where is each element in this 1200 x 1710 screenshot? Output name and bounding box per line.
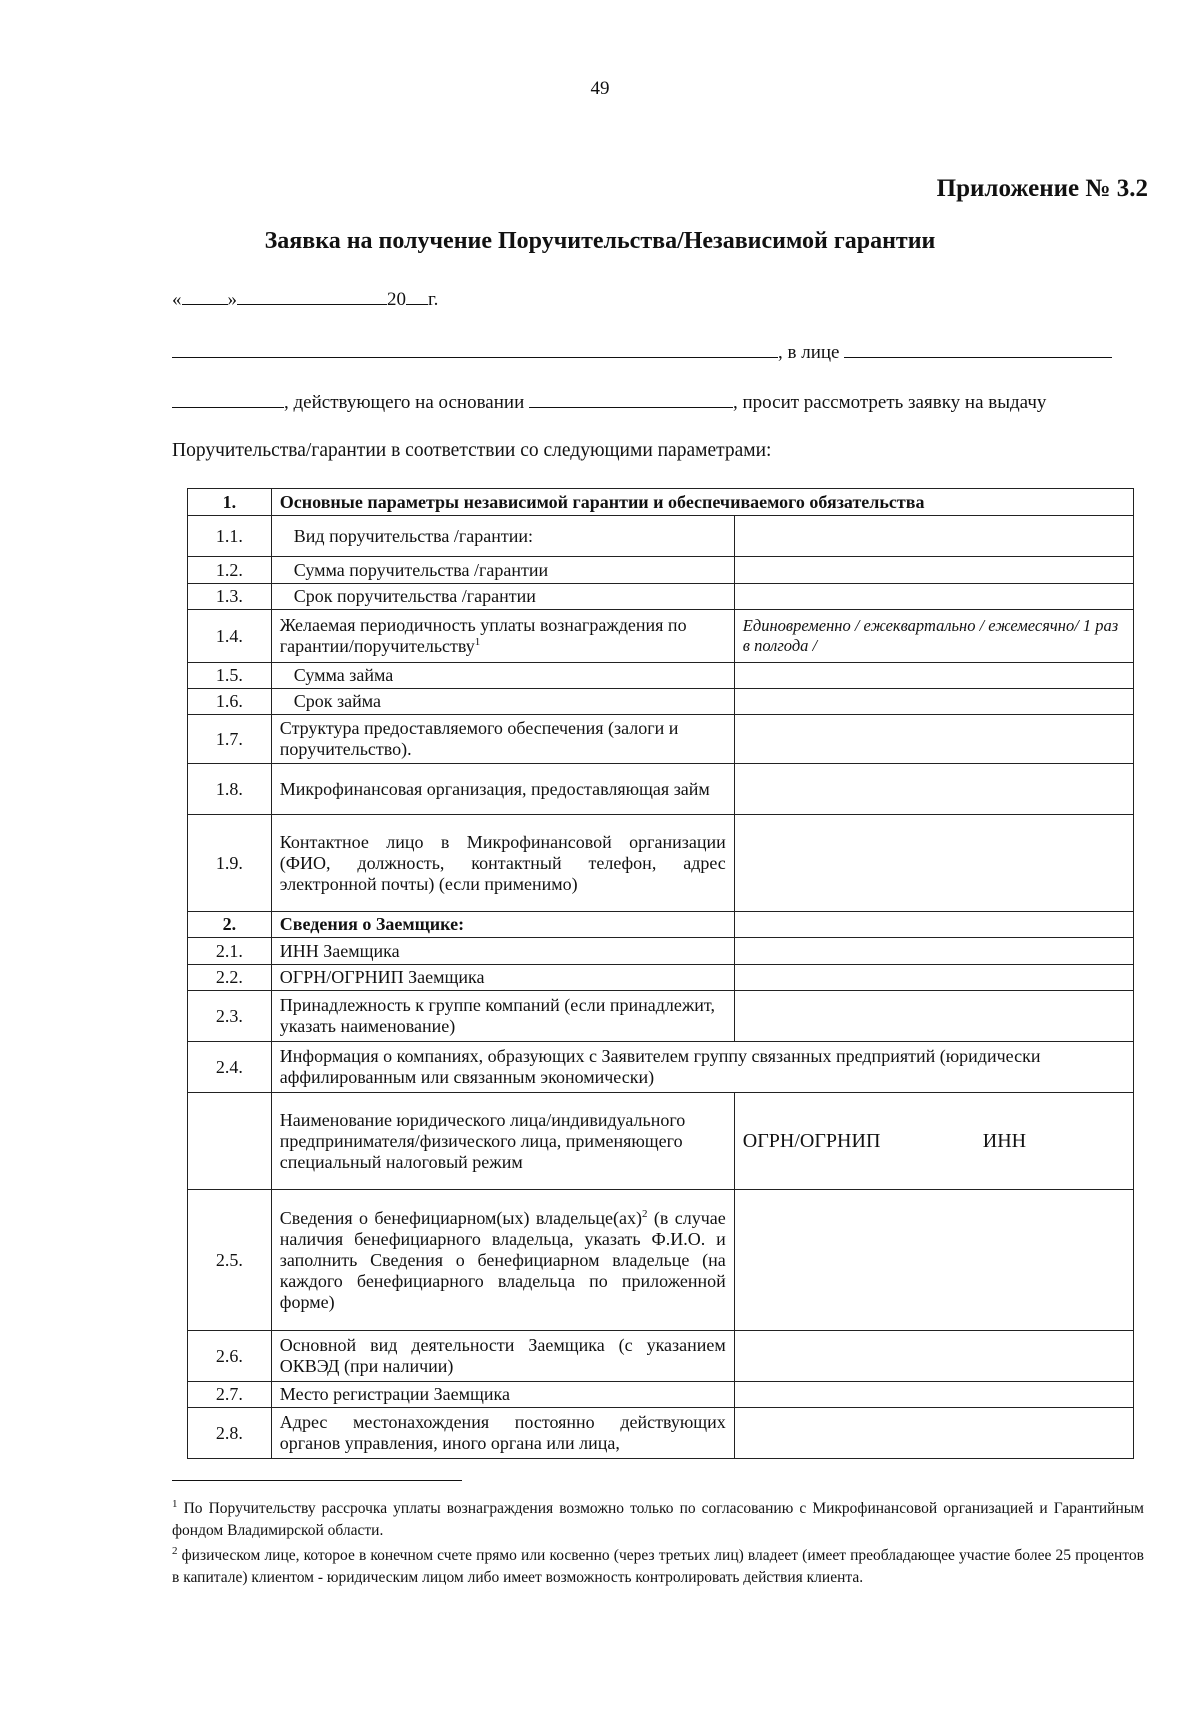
row-value[interactable] [734,1408,1133,1459]
table-row [188,584,1134,610]
row-label-tail: (в случае наличия бенефициарного владельца, указать Ф.И.О. и заполнить Сведения о бенефициарном владельце (на каждого бенефициарного владельца по приложенной форме) [279,1207,726,1312]
footnote-text: По Поручительству рассрочка уплаты вознаграждения возможно только по согласованию с Микрофинансовой организацией и Гарантийным фондом Владимирской области. [172,1500,1144,1539]
row-number: 2.3. [188,991,272,1042]
row-label: ИНН Заемщика [271,938,734,965]
year-blank[interactable] [406,286,428,305]
row-number: 1.6. [188,689,272,715]
date-open-quote: « [172,289,182,310]
row-label: Сумма поручительства /гарантии [271,557,734,584]
table-row [188,663,1134,689]
application-table [187,488,1134,1459]
year-prefix: 20 [387,289,406,310]
row-value[interactable] [734,557,1133,584]
in-person-text: , в лице [778,342,840,363]
row-number: 1.9. [188,815,272,912]
appendix-label: Приложение № 3.2 [936,175,1148,202]
row-label: Информация о компаниях, образующих с Заявителем группу связанных предприятий (юридически аффилированным или связанным экономически) [271,1042,1133,1093]
table-row-2-4 [188,1042,1134,1093]
row-label-text: Сведения о бенефициарном(ых) владельце(ах) [279,1207,643,1228]
row-label-text: Желаемая периодичность уплаты вознаграждения по гарантии/поручительству [279,615,687,656]
day-blank[interactable] [182,286,228,305]
footnote-2 [172,1545,1144,1589]
affiliate-ids-header [734,1093,1133,1190]
periodicity-options[interactable]: Единовременно / ежеквартально / ежемесячно/ 1 раз в полгода / [734,610,1133,663]
row-value[interactable] [734,715,1133,764]
affiliates-header-row [188,1093,1134,1190]
section-number: 1. [188,489,272,516]
row-label: Срок займа [271,689,734,715]
affiliate-name-header: Наименование юридического лица/индивидуального предпринимателя/физического лица, применяющего специальный налоговый режим [271,1093,734,1190]
row-number: 1.5. [188,663,272,689]
row-number: 2.6. [188,1331,272,1382]
inn-header: ИНН [982,1129,1027,1152]
row-number: 2.2. [188,965,272,991]
row-number: 1.2. [188,557,272,584]
applicant-name-blank[interactable] [172,339,778,358]
section-value [734,912,1133,938]
row-label: Контактное лицо в Микрофинансовой организации (ФИО, должность, контактный телефон, адрес электронной почты) (если применимо) [271,815,734,912]
row-label: Вид поручительства /гарантии: [271,516,734,557]
date-close-quote: » [227,289,237,310]
section-row-2 [188,912,1134,938]
year-suffix: г. [428,289,439,310]
table-row [188,965,1134,991]
row-label: Принадлежность к группе компаний (если принадлежит, указать наименование) [271,991,734,1042]
table-row [188,689,1134,715]
acting-text: , действующего на основании [284,392,525,413]
row-label: Структура предоставляемого обеспечения (залоги и поручительство). [271,715,734,764]
table-row [188,1331,1134,1382]
intro-text: Поручительства/гарантии в соответствии со следующими параметрами: [172,440,772,461]
row-label: Адрес местонахождения постоянно действующих органов управления, иного органа или лица, [271,1408,734,1459]
table-row [188,516,1134,557]
table-row [188,1408,1134,1459]
basis-line [172,389,1046,414]
row-value[interactable] [734,764,1133,815]
table-row [188,815,1134,912]
row-value[interactable] [734,689,1133,715]
row-number: 2.5. [188,1190,272,1331]
row-number: 2.4. [188,1042,272,1093]
footnote-mark: 2 [172,1544,178,1557]
table-row [188,557,1134,584]
month-blank[interactable] [237,286,387,305]
row-label: ОГРН/ОГРНИП Заемщика [271,965,734,991]
row-label [271,1190,734,1331]
representative-blank[interactable] [844,339,1112,358]
section-number: 2. [188,912,272,938]
row-label: Основной вид деятельности Заемщика (с указанием ОКВЭД (при наличии) [271,1331,734,1382]
row-value[interactable] [734,663,1133,689]
footnote-ref: 1 [474,636,481,648]
footnote-separator [172,1480,462,1481]
row-label [271,610,734,663]
row-label: Микрофинансовая организация, предоставляющая займ [271,764,734,815]
position-blank[interactable] [172,389,284,408]
request-text: , просит рассмотреть заявку на выдачу [733,392,1047,413]
section-row-1 [188,489,1134,516]
row-number: 1.7. [188,715,272,764]
row-label: Сумма займа [271,663,734,689]
table-row [188,764,1134,815]
row-number: 2.8. [188,1408,272,1459]
table-row [188,610,1134,663]
row-number: 2.7. [188,1382,272,1408]
row-number-empty [188,1093,272,1190]
row-value[interactable] [734,516,1133,557]
date-line [172,286,438,311]
row-number: 2.1. [188,938,272,965]
row-number: 1.8. [188,764,272,815]
basis-blank[interactable] [529,389,733,408]
row-value[interactable] [734,1331,1133,1382]
table-row [188,715,1134,764]
section-title: Основные параметры независимой гарантии и обеспечиваемого обязательства [271,489,1133,516]
row-value[interactable] [734,584,1133,610]
row-value[interactable] [734,1382,1133,1408]
ogrn-header: ОГРН/ОГРНИП [742,1129,881,1152]
footnote-mark: 1 [172,1497,178,1510]
row-value[interactable] [734,1190,1133,1331]
table-row [188,991,1134,1042]
row-number: 1.1. [188,516,272,557]
row-number: 1.4. [188,610,272,663]
row-value[interactable] [734,938,1133,965]
row-value[interactable] [734,991,1133,1042]
row-value[interactable] [734,965,1133,991]
row-label: Срок поручительства /гарантии [271,584,734,610]
footnote-ref: 2 [642,1207,648,1220]
footnote-text: физическом лице, которое в конечном счете прямо или косвенно (через третьих лиц) владеет (имеет преобладающее участие более 25 процентов в капитале) клиентом - юридическим лицом либо имеет возможность контролировать действия клиента. [172,1547,1144,1586]
row-label: Место регистрации Заемщика [271,1382,734,1408]
table-row [188,1190,1134,1331]
row-value[interactable] [734,815,1133,912]
table-row [188,938,1134,965]
row-number: 1.3. [188,584,272,610]
table-row [188,1382,1134,1408]
footnote-1 [172,1498,1144,1542]
section-title: Сведения о Заемщике: [271,912,734,938]
applicant-line [172,339,1112,364]
document-title: Заявка на получение Поручительства/Независимой гарантии [264,228,936,254]
page-number: 49 [590,78,610,99]
